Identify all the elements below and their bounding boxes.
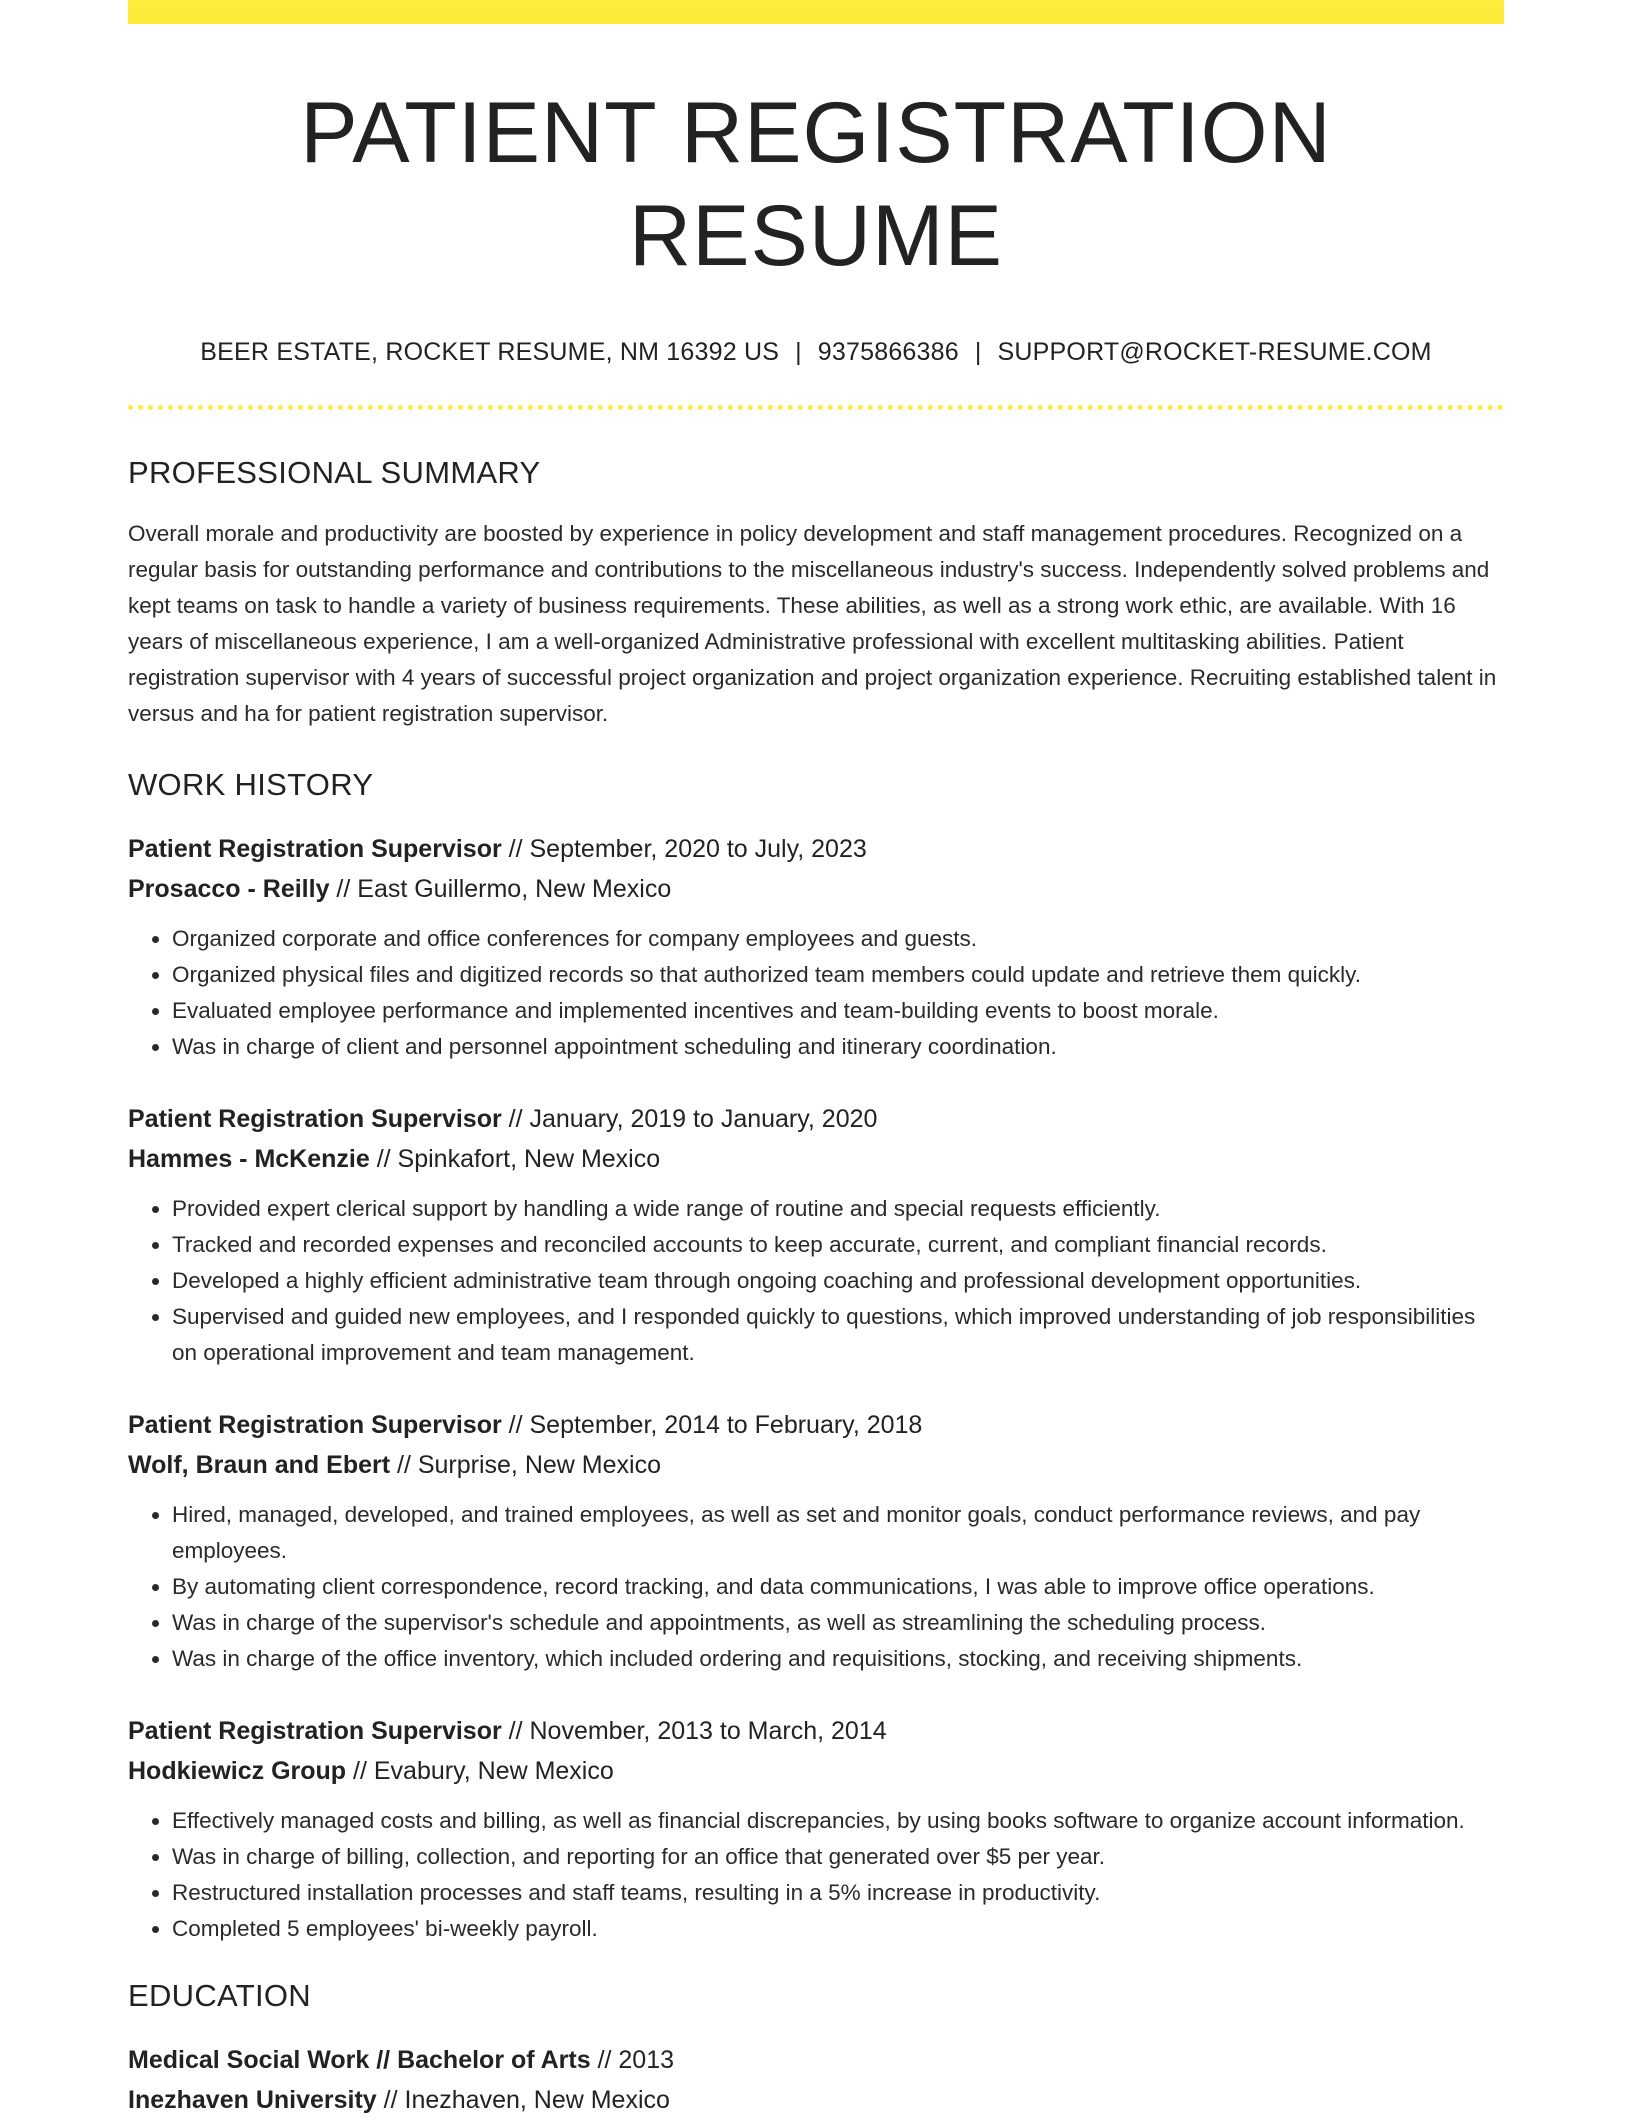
summary-heading: PROFESSIONAL SUMMARY <box>128 455 541 491</box>
job-dates: // September, 2020 to July, 2023 <box>501 834 867 863</box>
work-history-heading: WORK HISTORY <box>128 766 374 802</box>
job-company-line <box>128 1751 1504 1791</box>
job-bullet: • Was in charge of billing, collection, and reporting for an office that generated over $5 per year. <box>172 1839 1504 1875</box>
contact-phone[interactable]: 9375866386 <box>817 338 959 367</box>
top-accent-bar <box>128 0 1504 24</box>
job-bullet: • Organized corporate and office conferences for company employees and guests. <box>172 921 1504 957</box>
job-title-line <box>128 1711 1504 1751</box>
job-title: Patient Registration Supervisor <box>128 1104 502 1133</box>
education-school-line <box>128 2080 1504 2120</box>
summary-text: Overall morale and productivity are boosted by experience in policy development and staff management procedures. Recognized on a regular basis for outstanding performance and contributions to the miscellaneous industry's success. Independently solved problems and kept teams on task to handle a variety of business requirements. These abilities, as well as a strong work ethic, are available. With 16 years of miscellaneous experience, I am a well-organized Administrative professional with excellent multitasking abilities. Patient registration supervisor with 4 years of successful project organization and project organization experience. Recruiting established talent in versus and ha for patient registration supervisor. <box>128 520 1497 726</box>
resume-page <box>128 0 1504 2120</box>
contact-separator: | <box>795 338 802 367</box>
job-bullets <box>128 921 1504 1065</box>
job-title: Patient Registration Supervisor <box>128 1410 502 1439</box>
education-school: Inezhaven University <box>128 2085 377 2114</box>
job-bullets <box>128 1497 1504 1677</box>
job-bullet: • Was in charge of client and personnel appointment scheduling and itinerary coordination. <box>172 1029 1504 1065</box>
job-bullet: • By automating client correspondence, record tracking, and data communications, I was able to improve office operations. <box>172 1569 1504 1605</box>
job-bullet: • Was in charge of the supervisor's schedule and appointments, as well as streamlining the scheduling process. <box>172 1605 1504 1641</box>
job-company: Prosacco - Reilly <box>128 874 330 903</box>
job-dates: // September, 2014 to February, 2018 <box>501 1410 923 1439</box>
job-title-line <box>128 1405 1504 1445</box>
resume-title: PATIENT REGISTRATION RESUME <box>300 85 1332 285</box>
education-heading: EDUCATION <box>128 1977 311 2013</box>
job-entry <box>128 1405 1504 1677</box>
job-title-line <box>128 829 1504 869</box>
contact-email[interactable]: SUPPORT@ROCKET-RESUME.COM <box>997 338 1432 367</box>
job-location: // Spinkafort, New Mexico <box>369 1144 661 1173</box>
job-bullet: • Developed a highly efficient administrative team through ongoing coaching and professional development opportunities. <box>172 1263 1504 1299</box>
education-entry <box>128 2040 1504 2120</box>
job-dates: // January, 2019 to January, 2020 <box>501 1104 878 1133</box>
job-bullet: • Organized physical files and digitized records so that authorized team members could update and retrieve them quickly. <box>172 957 1504 993</box>
job-bullet: • Effectively managed costs and billing, as well as financial discrepancies, by using books software to organize account information. <box>172 1803 1504 1839</box>
contact-line <box>128 338 1504 367</box>
job-bullet: • Hired, managed, developed, and trained employees, as well as set and monitor goals, conduct performance reviews, and pay employees. <box>172 1497 1504 1569</box>
job-company-line <box>128 1139 1504 1179</box>
job-entry <box>128 829 1504 1065</box>
job-title: Patient Registration Supervisor <box>128 834 502 863</box>
job-bullet: • Restructured installation processes and staff teams, resulting in a 5% increase in productivity. <box>172 1875 1504 1911</box>
job-bullet: • Provided expert clerical support by handling a wide range of routine and special requests efficiently. <box>172 1191 1504 1227</box>
job-bullets <box>128 1191 1504 1371</box>
job-location: // Surprise, New Mexico <box>390 1450 661 1479</box>
job-location: // Evabury, New Mexico <box>346 1756 614 1785</box>
job-entry <box>128 1099 1504 1371</box>
contact-address: BEER ESTATE, ROCKET RESUME, NM 16392 US <box>200 338 780 367</box>
job-company: Hammes - McKenzie <box>128 1144 370 1173</box>
education-degree-line <box>128 2040 1504 2080</box>
job-bullet: • Evaluated employee performance and implemented incentives and team-building events to boost morale. <box>172 993 1504 1029</box>
job-company-line <box>128 1445 1504 1485</box>
job-bullet: • Completed 5 employees' bi-weekly payroll. <box>172 1911 1504 1947</box>
job-bullet: • Supervised and guided new employees, and I responded quickly to questions, which improved understanding of job responsibilities on operational improvement and team management. <box>172 1299 1504 1371</box>
education-degree: Medical Social Work // Bachelor of Arts <box>128 2045 591 2074</box>
job-dates: // November, 2013 to March, 2014 <box>501 1716 887 1745</box>
job-bullet: • Tracked and recorded expenses and reconciled accounts to keep accurate, current, and compliant financial records. <box>172 1227 1504 1263</box>
job-bullet: • Was in charge of the office inventory, which included ordering and requisitions, stocking, and receiving shipments. <box>172 1641 1504 1677</box>
job-title-line <box>128 1099 1504 1139</box>
job-company-line <box>128 869 1504 909</box>
job-company: Hodkiewicz Group <box>128 1756 347 1785</box>
contact-separator: | <box>974 338 982 367</box>
job-title: Patient Registration Supervisor <box>128 1716 502 1745</box>
job-bullets <box>128 1803 1504 1947</box>
job-company: Wolf, Braun and Ebert <box>128 1450 391 1479</box>
dotted-divider <box>128 405 1504 410</box>
education-location: // Inezhaven, New Mexico <box>376 2085 670 2114</box>
education-year: // 2013 <box>590 2045 675 2074</box>
job-entry <box>128 1711 1504 1947</box>
job-location: // East Guillermo, New Mexico <box>329 874 672 903</box>
